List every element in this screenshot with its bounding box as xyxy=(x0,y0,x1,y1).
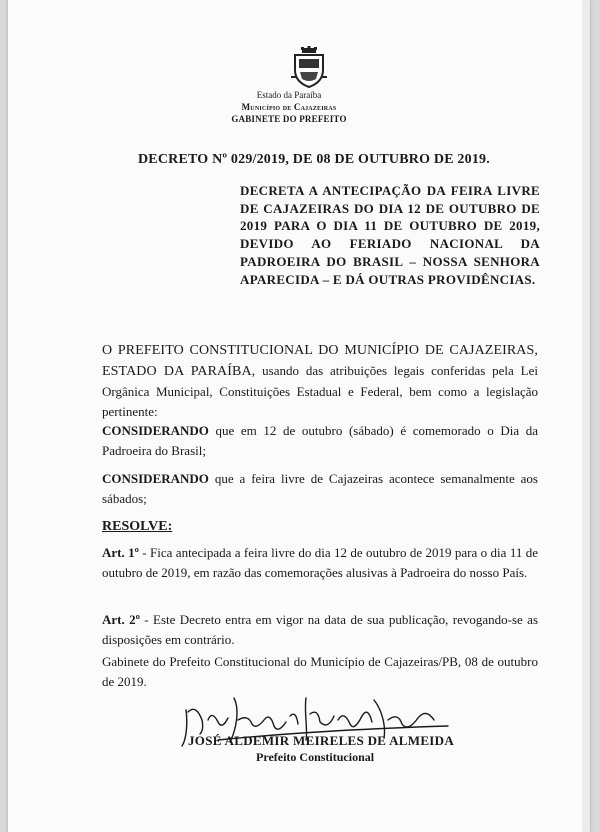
signatory-name: JOSÉ ALDEMIR MEIRELES DE ALMEIDA xyxy=(188,733,455,748)
preamble-caps: O PREFEITO CONSTITUCIONAL DO MUNICÍPIO DE CAJAZEIRAS, ESTADO DA PARAÍBA, xyxy=(102,343,538,379)
article-text: - Este Decreto entra em vigor na data de sua publicação, revogando-se as disposições em contrário. xyxy=(102,612,538,647)
coat-of-arms-icon xyxy=(291,46,327,88)
article-label: Art. 1º xyxy=(102,545,139,560)
closing-paragraph: Gabinete do Prefeito Constitucional do Município de Cajazeiras/PB, 08 de outubro de 2019. xyxy=(102,654,538,689)
considerando-paragraph-2 xyxy=(102,469,538,509)
considerando-text: que em 12 de outubro (sábado) é comemorado o Dia da Padroeira do Brasil; xyxy=(102,423,538,458)
decree-summary: DECRETA A ANTECIPAÇÃO DA FEIRA LIVRE DE CAJAZEIRAS DO DIA 12 DE OUTUBRO DE 2019 PARA O DIA 11 DE OUTUBRO DE 2019, DEVIDO AO FERIADO NACIONAL DA PADROEIRA DO BRASIL – NOSSA SENHORA APARECIDA – E DÁ OUTRAS PROVIDÊNCIAS. xyxy=(240,183,540,287)
preamble-paragraph xyxy=(102,340,538,422)
considerando-paragraph-1 xyxy=(102,421,538,461)
state-name: Estado da Paraíba xyxy=(256,90,322,100)
resolve-heading: RESOLVE: xyxy=(102,519,173,534)
considerando-text: que a feira livre de Cajazeiras acontece semanalmente aos sábados; xyxy=(102,471,538,506)
article-label: Art. 2º xyxy=(102,612,140,627)
article-1 xyxy=(102,543,538,583)
considerando-label: CONSIDERANDO xyxy=(102,471,209,486)
article-2 xyxy=(102,610,538,650)
municipality-name: Município de Cajazeiras xyxy=(241,102,337,112)
decree-title: DECRETO Nº 029/2019, DE 08 DE OUTUBRO DE 2019. xyxy=(138,152,490,167)
office-name: GABINETE DO PREFEITO xyxy=(231,114,347,124)
document-page xyxy=(8,0,590,832)
considerando-label: CONSIDERANDO xyxy=(102,423,209,438)
article-text: - Fica antecipada a feira livre do dia 12 de outubro de 2019 para o dia 11 de outubro de 2019, em razão das comemorações alusivas à Padroeira do nosso País. xyxy=(102,545,538,580)
scan-edge xyxy=(582,0,590,832)
preamble-text: usando das atribuições legais conferidas pela Lei Orgânica Municipal, Constituições Estadual e Federal, bem como a legislação pertinente: xyxy=(102,363,538,419)
signatory-role: Prefeito Constitucional xyxy=(256,750,375,764)
